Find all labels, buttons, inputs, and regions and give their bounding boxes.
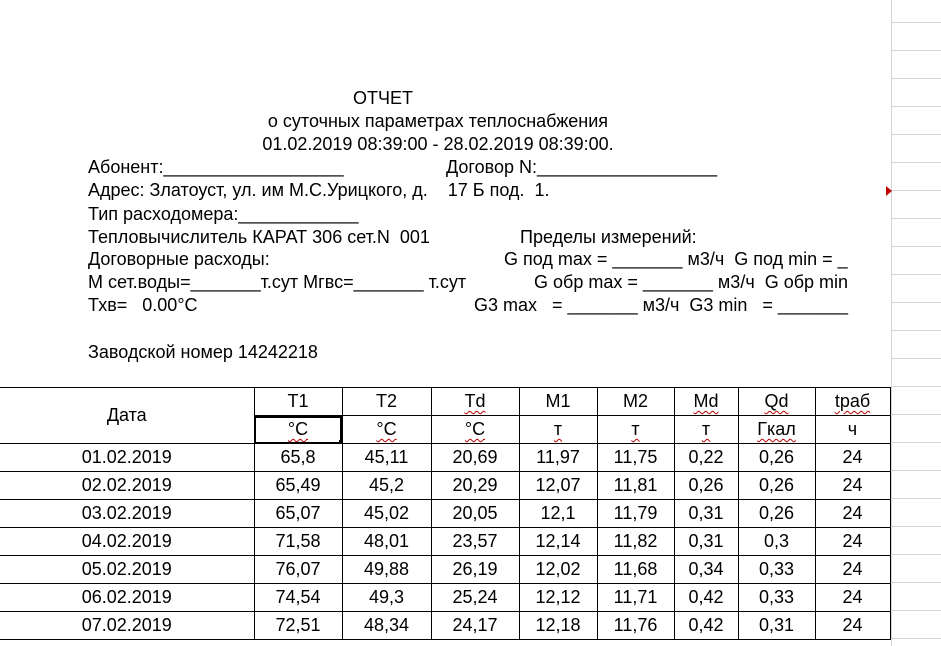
date-cell[interactable]: 04.02.2019 — [0, 528, 254, 556]
contract-flows-label: Договорные расходы: — [88, 249, 270, 269]
value-cell[interactable]: 12,14 — [519, 528, 597, 556]
unit-cell[interactable] — [674, 416, 738, 444]
column-header-text: Md — [693, 391, 719, 411]
txv-field: Тхв= 0.00°С — [88, 295, 198, 315]
value-cell[interactable]: 0,22 — [674, 444, 738, 472]
column-header[interactable]: T1 — [254, 388, 342, 416]
address-field: Адрес: Златоуст, ул. им М.С.Урицкого, д. 17 Б под. 1. — [88, 180, 550, 200]
date-cell[interactable]: 01.02.2019 — [0, 444, 254, 472]
table-row — [0, 444, 890, 472]
value-cell[interactable]: 11,81 — [597, 472, 674, 500]
value-cell[interactable]: 11,97 — [519, 444, 597, 472]
value-cell[interactable]: 11,79 — [597, 500, 674, 528]
column-header-text: Td — [464, 391, 486, 411]
unit-cell[interactable] — [597, 416, 674, 444]
value-cell[interactable]: 0,42 — [674, 584, 738, 612]
date-cell[interactable]: 05.02.2019 — [0, 556, 254, 584]
value-cell[interactable]: 65,07 — [254, 500, 342, 528]
value-cell[interactable]: 0,3 — [738, 528, 815, 556]
selected-cell[interactable] — [254, 416, 342, 444]
value-cell[interactable]: 20,69 — [431, 444, 519, 472]
value-cell[interactable]: 24 — [815, 584, 890, 612]
value-cell[interactable]: 11,68 — [597, 556, 674, 584]
value-cell[interactable]: 71,58 — [254, 528, 342, 556]
date-cell[interactable]: 03.02.2019 — [0, 500, 254, 528]
value-cell[interactable]: 12,12 — [519, 584, 597, 612]
calculator-field: Тепловычислитель КАРАТ 306 сет.N 001 — [88, 227, 430, 247]
grid-row-line — [891, 330, 941, 331]
grid-row-line — [891, 274, 941, 275]
value-cell[interactable]: 76,07 — [254, 556, 342, 584]
grid-row-line — [891, 190, 941, 191]
value-cell[interactable]: 25,24 — [431, 584, 519, 612]
table-row — [0, 556, 890, 584]
table-body — [0, 444, 890, 640]
serial-number: Заводской номер 14242218 — [88, 342, 318, 362]
value-cell[interactable]: 26,19 — [431, 556, 519, 584]
value-cell[interactable]: 11,82 — [597, 528, 674, 556]
grid-row-line — [891, 638, 941, 639]
g3-limits: G3 max = _______ м3/ч G3 min = _______ — [474, 295, 848, 315]
column-header[interactable] — [815, 388, 890, 416]
unit-cell[interactable] — [342, 416, 431, 444]
unit-text: °C — [287, 419, 309, 439]
table-row — [0, 584, 890, 612]
value-cell[interactable]: 24 — [815, 612, 890, 640]
date-header[interactable]: Дата — [0, 388, 254, 444]
value-cell[interactable]: 12,1 — [519, 500, 597, 528]
date-cell[interactable]: 02.02.2019 — [0, 472, 254, 500]
column-header[interactable]: T2 — [342, 388, 431, 416]
value-cell[interactable]: 24 — [815, 528, 890, 556]
value-cell[interactable]: 49,3 — [342, 584, 431, 612]
m-set-field: М сет.воды=_______т.сут Мгвс=_______ т.сут — [88, 272, 467, 292]
unit-text: °C — [464, 419, 486, 439]
value-cell[interactable]: 20,05 — [431, 500, 519, 528]
grid-row-line — [891, 582, 941, 583]
unit-text: т — [553, 419, 563, 439]
value-cell[interactable]: 12,02 — [519, 556, 597, 584]
unit-text: Гкал — [757, 419, 796, 439]
value-cell[interactable]: 49,88 — [342, 556, 431, 584]
value-cell[interactable]: 24,17 — [431, 612, 519, 640]
value-cell[interactable]: 0,33 — [738, 584, 815, 612]
value-cell[interactable]: 11,76 — [597, 612, 674, 640]
grid-row-line — [891, 470, 941, 471]
grid-row-line — [891, 78, 941, 79]
value-cell[interactable]: 0,31 — [674, 500, 738, 528]
value-cell[interactable]: 12,07 — [519, 472, 597, 500]
column-header[interactable] — [738, 388, 815, 416]
grid-row-line — [891, 134, 941, 135]
value-cell[interactable]: 24 — [815, 556, 890, 584]
grid-row-line — [891, 358, 941, 359]
comment-indicator-icon[interactable] — [886, 186, 892, 196]
date-cell[interactable]: 07.02.2019 — [0, 612, 254, 640]
table-row — [0, 528, 890, 556]
grid-row-line — [891, 302, 941, 303]
g-pod-limits: G под max = _______ м3/ч G под min = _ — [504, 249, 848, 269]
column-header[interactable] — [674, 388, 738, 416]
value-cell[interactable]: 24 — [815, 472, 890, 500]
value-cell[interactable]: 0,26 — [738, 444, 815, 472]
grid-row-line — [891, 246, 941, 247]
grid-row-line — [891, 414, 941, 415]
column-header[interactable] — [431, 388, 519, 416]
table-row — [0, 612, 890, 640]
table-row — [0, 472, 890, 500]
value-cell[interactable]: 45,2 — [342, 472, 431, 500]
value-cell[interactable]: 0,31 — [674, 528, 738, 556]
value-cell[interactable]: 0,42 — [674, 612, 738, 640]
value-cell[interactable]: 72,51 — [254, 612, 342, 640]
unit-cell[interactable] — [519, 416, 597, 444]
value-cell[interactable]: 45,11 — [342, 444, 431, 472]
limits-label: Пределы измерений: — [520, 227, 697, 247]
table-header-row — [0, 388, 890, 416]
value-cell[interactable]: 24 — [815, 500, 890, 528]
unit-cell[interactable] — [431, 416, 519, 444]
grid-row-line — [891, 218, 941, 219]
column-header-text: tраб — [834, 391, 871, 411]
column-header[interactable]: M1 — [519, 388, 597, 416]
report-title: ОТЧЕТ — [353, 88, 413, 108]
unit-cell[interactable] — [738, 416, 815, 444]
unit-text: т — [631, 419, 640, 439]
value-cell[interactable]: 0,33 — [738, 556, 815, 584]
grid-row-line — [891, 610, 941, 611]
report-period: 01.02.2019 08:39:00 - 28.02.2019 08:39:00. — [262, 134, 614, 154]
value-cell[interactable]: 45,02 — [342, 500, 431, 528]
daily-parameters-table — [0, 387, 891, 640]
grid-row-line — [891, 554, 941, 555]
unit-cell[interactable]: ч — [815, 416, 890, 444]
value-cell[interactable]: 0,31 — [738, 612, 815, 640]
value-cell[interactable]: 48,34 — [342, 612, 431, 640]
value-cell[interactable]: 65,49 — [254, 472, 342, 500]
grid-row-line — [891, 526, 941, 527]
meter-type-field: Тип расходомера:____________ — [88, 204, 359, 224]
contract-field: Договор N:__________________ — [446, 157, 718, 177]
column-header-text: Qd — [764, 391, 789, 411]
grid-row-line — [891, 22, 941, 23]
value-cell[interactable]: 11,75 — [597, 444, 674, 472]
grid-row-line — [891, 386, 941, 387]
fill-handle[interactable] — [339, 440, 343, 444]
value-cell[interactable]: 0,34 — [674, 556, 738, 584]
value-cell[interactable]: 11,71 — [597, 584, 674, 612]
value-cell[interactable]: 24 — [815, 444, 890, 472]
empty-column-grid[interactable] — [891, 0, 941, 646]
value-cell[interactable]: 12,18 — [519, 612, 597, 640]
value-cell[interactable]: 0,26 — [674, 472, 738, 500]
value-cell[interactable]: 74,54 — [254, 584, 342, 612]
value-cell[interactable]: 20,29 — [431, 472, 519, 500]
grid-row-line — [891, 498, 941, 499]
grid-row-line — [891, 50, 941, 51]
subscriber-field: Абонент:__________________ — [88, 157, 344, 177]
table-row — [0, 500, 890, 528]
value-cell[interactable]: 0,26 — [738, 500, 815, 528]
value-cell[interactable]: 48,01 — [342, 528, 431, 556]
column-header[interactable]: M2 — [597, 388, 674, 416]
value-cell[interactable]: 65,8 — [254, 444, 342, 472]
date-cell[interactable]: 06.02.2019 — [0, 584, 254, 612]
grid-row-line — [891, 162, 941, 163]
grid-row-line — [891, 106, 941, 107]
unit-text: т — [701, 419, 711, 439]
value-cell[interactable]: 0,26 — [738, 472, 815, 500]
g-obr-limits: G обр max = _______ м3/ч G обр min — [534, 272, 849, 292]
report-subtitle: о суточных параметрах теплоснабжения — [267, 111, 609, 131]
unit-text: °C — [376, 419, 397, 439]
grid-row-line — [891, 442, 941, 443]
value-cell[interactable]: 23,57 — [431, 528, 519, 556]
